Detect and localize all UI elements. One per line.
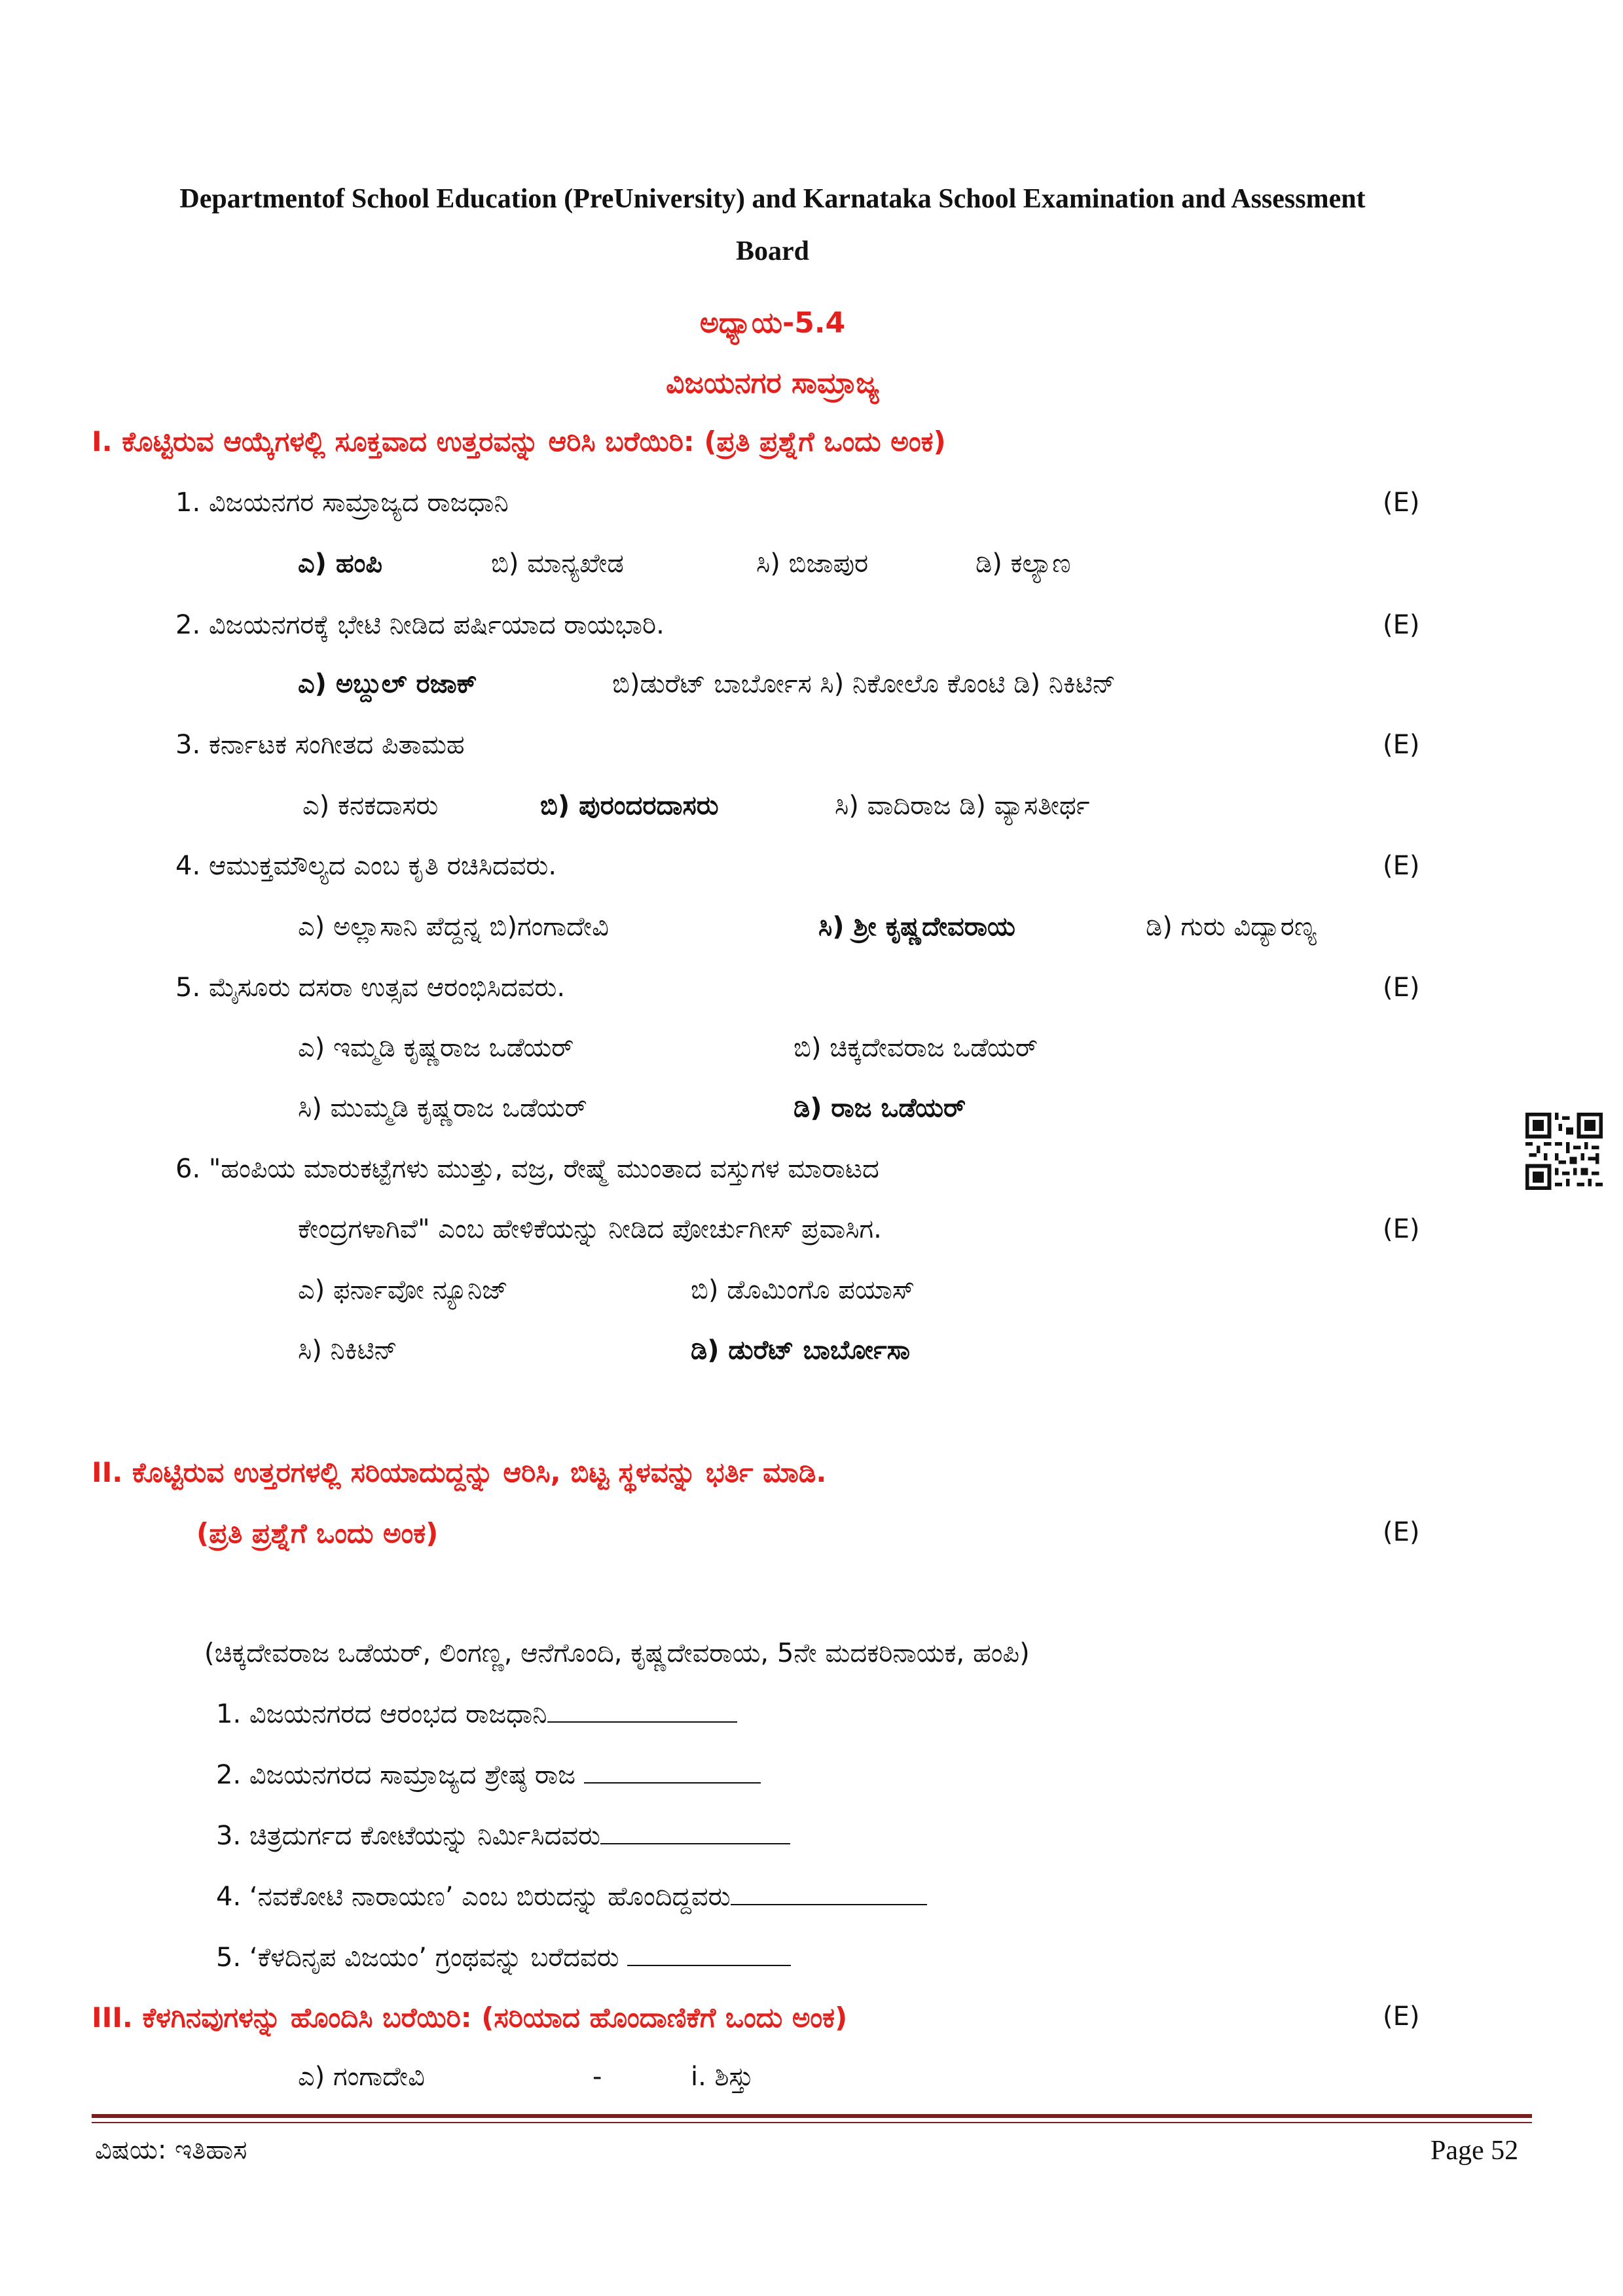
section1-heading: I. ಕೊಟ್ಟಿರುವ ಆಯ್ಕೆಗಳಲ್ಲಿ ಸೂಕ್ತವಾದ ಉತ್ತರವನ್ನು ಆರಿಸಿ ಬರೆಯಿರಿ: (ಪ್ರತಿ ಪ್ರಶ್ನೆಗೆ ಒಂದು ಅಂಕ) bbox=[92, 425, 946, 457]
chapter-number: ಅಧ್ಯಾಯ-5.4 bbox=[699, 306, 846, 340]
q6-option-a: ಎ) ಫರ್ನಾವೋ ನ್ಯೂನಿಜ್ bbox=[298, 1275, 509, 1305]
q3-option-a: ಎ) ಕನಕದಾಸರು bbox=[302, 791, 439, 821]
q5-option-c: ಸಿ) ಮುಮ್ಮಡಿ ಕೃಷ್ಣರಾಜ ಒಡೆಯರ್ bbox=[298, 1093, 587, 1123]
fill-item-5 bbox=[216, 1943, 791, 1973]
q6-option-b: ಬಿ) ಡೊಮಿಂಗೊ ಪಯಾಸ್ bbox=[691, 1275, 915, 1305]
q5-option-d: ಡಿ) ರಾಜ ಒಡೆಯರ್ bbox=[793, 1093, 966, 1123]
q3-options-rest: ಸಿ) ವಾದಿರಾಜ ಡಿ) ವ್ಯಾಸತೀರ್ಥ bbox=[835, 791, 1090, 821]
q5-option-a: ಎ) ಇಮ್ಮಡಿ ಕೃಷ್ಣರಾಜ ಒಡೆಯರ್ bbox=[298, 1033, 574, 1063]
q5-option-b: ಬಿ) ಚಿಕ್ಕದೇವರಾಜ ಒಡೆಯರ್ bbox=[793, 1033, 1038, 1063]
qr-code bbox=[1525, 1113, 1603, 1190]
q1-option-c: ಸಿ) ಬಿಜಾಪುರ bbox=[756, 548, 869, 579]
section3-tag: (E) bbox=[1383, 2001, 1420, 2032]
q5-tag: (E) bbox=[1383, 973, 1420, 1003]
q3-option-b: ಬಿ) ಪುರಂದರದಾಸರು bbox=[540, 791, 719, 821]
q5-text: 5. ಮೈಸೂರು ದಸರಾ ಉತ್ಸವ ಆರಂಭಿಸಿದವರು. bbox=[175, 973, 566, 1003]
match-dash: - bbox=[593, 2062, 602, 2092]
fill-item-2-text: 2. ವಿಜಯನಗರದ ಸಾಮ್ರಾಜ್ಯದ ಶ್ರೇಷ್ಠ ರಾಜ bbox=[216, 1760, 576, 1790]
q2-text: 2. ವಿಜಯನಗರಕ್ಕೆ ಭೇಟಿ ನೀಡಿದ ಪರ್ಷಿಯಾದ ರಾಯಭಾರಿ. bbox=[175, 610, 665, 640]
q3-text: 3. ಕರ್ನಾಟಕ ಸಂಗೀತದ ಪಿತಾಮಹ bbox=[175, 730, 465, 760]
fill-item-1-text: 1. ವಿಜಯನಗರದ ಆರಂಭದ ರಾಜಧಾನಿ bbox=[216, 1699, 547, 1729]
q1-text: 1. ವಿಜಯನಗರ ಸಾಮ್ರಾಜ್ಯದ ರಾಜಧಾನಿ bbox=[175, 488, 509, 518]
q3-tag: (E) bbox=[1383, 730, 1420, 760]
page-number: Page 52 bbox=[1431, 2136, 1519, 2166]
q4-tag: (E) bbox=[1383, 851, 1420, 881]
section2-subheading: (ಪ್ರತಿ ಪ್ರಶ್ನೆಗೆ ಒಂದು ಅಂಕ) bbox=[196, 1517, 439, 1549]
fill-item-3 bbox=[216, 1821, 790, 1851]
answer-blank[interactable] bbox=[547, 1699, 737, 1723]
fill-item-2 bbox=[216, 1760, 761, 1790]
answer-blank[interactable] bbox=[731, 1882, 927, 1905]
q4-options-ab: ಎ) ಅಲ್ಲಾಸಾನಿ ಪೆದ್ದನ್ನ ಬಿ)ಗಂಗಾದೇವಿ bbox=[298, 912, 609, 942]
q2-tag: (E) bbox=[1383, 610, 1420, 640]
q4-text: 4. ಆಮುಕ್ತಮೌಲ್ಯದ ಎಂಬ ಕೃತಿ ರಚಿಸಿದವರು. bbox=[175, 851, 557, 881]
q6-option-c: ಸಿ) ನಿಕಿಟಿನ್ bbox=[298, 1335, 397, 1365]
section2-heading: II. ಕೊಟ್ಟಿರುವ ಉತ್ತರಗಳಲ್ಲಿ ಸರಿಯಾದುದ್ದನ್ನು ಆರಿಸಿ, ಬಿಟ್ಟ ಸ್ಥಳವನ್ನು ಭರ್ತಿ ಮಾಡಿ. bbox=[92, 1456, 827, 1488]
answer-blank[interactable] bbox=[584, 1760, 761, 1784]
fill-item-5-text: 5. ‘ಕೆಳದಿನೃಪ ವಿಜಯಂ’ ಗ್ರಂಥವನ್ನು ಬರೆದವರು bbox=[216, 1943, 619, 1973]
answer-blank[interactable] bbox=[627, 1943, 791, 1966]
footer-subject: ವಿಷಯ: ಇತಿಹಾಸ bbox=[95, 2135, 247, 2165]
q2-options-rest: ಬಿ)ಡುರೆಟ್ ಬಾರ್ಬೋಸ ಸಿ) ನಿಕೋಲೊ ಕೊಂಟಿ ಡಿ) ನಿಕಿಟಿನ್ bbox=[612, 669, 1116, 699]
footer-rule-thick bbox=[92, 2114, 1532, 2118]
fill-item-4-text: 4. ‘ನವಕೋಟಿ ನಾರಾಯಣ’ ಎಂಬ ಬಿರುದನ್ನು ಹೊಂದಿದ್ದವರು bbox=[216, 1882, 731, 1912]
q6-tag: (E) bbox=[1383, 1214, 1420, 1244]
section2-tag: (E) bbox=[1383, 1517, 1420, 1547]
q2-option-a: ಎ) ಅಬ್ದುಲ್ ರಜಾಕ್ bbox=[298, 669, 477, 699]
q1-option-b: ಬಿ) ಮಾನ್ಯಖೇಡ bbox=[491, 548, 624, 579]
q1-option-a: ಎ) ಹಂಪಿ bbox=[298, 548, 382, 579]
section3-heading: III. ಕೆಳಗಿನವುಗಳನ್ನು ಹೊಂದಿಸಿ ಬರೆಯಿರಿ: (ಸರಿಯಾದ ಹೊಂದಾಣಿಕೆಗೆ ಒಂದು ಅಂಕ) bbox=[92, 2001, 848, 2034]
q6-text-line1: 6. "ಹಂಪಿಯ ಮಾರುಕಟ್ಟೆಗಳು ಮುತ್ತು, ವಜ್ರ, ರೇಷ್ಮೆ ಮುಂತಾದ ವಸ್ತುಗಳ ಮಾರಾಟದ bbox=[175, 1154, 879, 1184]
fill-item-1 bbox=[216, 1699, 737, 1729]
q6-text-line2: ಕೇಂದ್ರಗಳಾಗಿವೆ" ಎಂಬ ಹೇಳಿಕೆಯನ್ನು ನೀಡಿದ ಪೋರ್ಚುಗೀಸ್ ಪ್ರವಾಸಿಗ. bbox=[298, 1214, 882, 1244]
answer-blank[interactable] bbox=[600, 1821, 790, 1844]
q1-option-d: ಡಿ) ಕಲ್ಯಾಣ bbox=[976, 548, 1071, 579]
fill-item-4 bbox=[216, 1882, 927, 1912]
q4-option-d: ಡಿ) ಗುರು ವಿದ್ಯಾರಣ್ಯ bbox=[1146, 912, 1317, 942]
chapter-title: ವಿಜಯನಗರ ಸಾಮ್ರಾಜ್ಯ bbox=[666, 367, 879, 400]
section2-options: (ಚಿಕ್ಕದೇವರಾಜ ಒಡೆಯರ್, ಲಿಂಗಣ್ಣ, ಆನೆಗೊಂದಿ, ಕೃಷ್ಣದೇವರಾಯ, 5ನೇ ಮದಕರಿನಾಯಕ, ಹಂಪಿ) bbox=[204, 1638, 1030, 1668]
board-header-line2: Board bbox=[735, 236, 809, 266]
q4-option-c: ಸಿ) ಶ್ರೀ ಕೃಷ್ಣದೇವರಾಯ bbox=[818, 912, 1015, 942]
q1-tag: (E) bbox=[1383, 488, 1420, 518]
fill-item-3-text: 3. ಚಿತ್ರದುರ್ಗದ ಕೋಟೆಯನ್ನು ನಿರ್ಮಿಸಿದವರು bbox=[216, 1821, 601, 1851]
board-header-line1: Departmentof School Education (PreUniversity) and Karnataka School Examination and Assessment bbox=[179, 184, 1366, 214]
footer-rule-thin bbox=[92, 2122, 1532, 2123]
q6-option-d: ಡಿ) ಡುರೆಟ್ ಬಾರ್ಬೋಸಾ bbox=[691, 1335, 910, 1365]
match-left-a: ಎ) ಗಂಗಾದೇವಿ bbox=[298, 2062, 425, 2092]
match-right-i: i. ಶಿಸ್ತು bbox=[691, 2062, 754, 2092]
